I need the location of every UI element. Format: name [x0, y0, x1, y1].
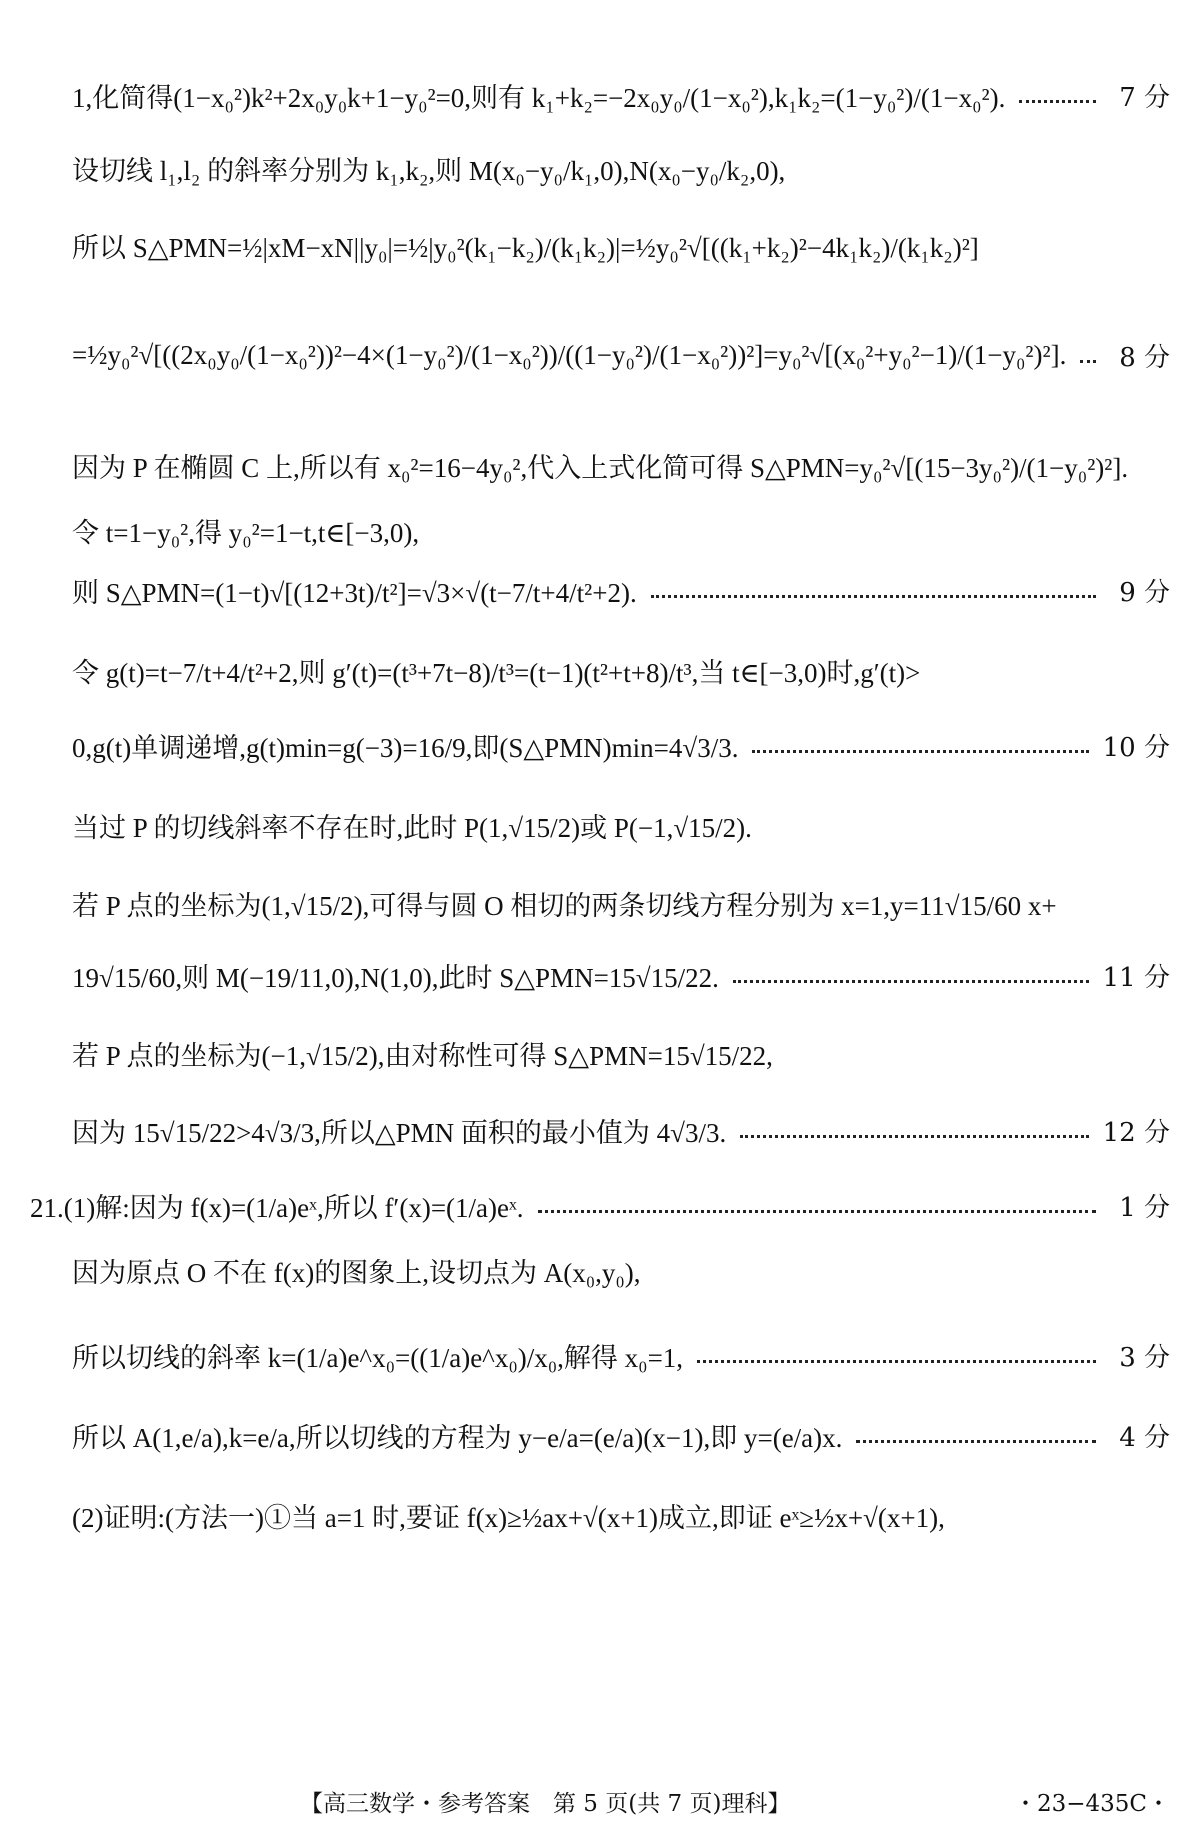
- line-text: 当过 P 的切线斜率不存在时,此时 P(1,√15/2)或 P(−1,√15/2).: [72, 812, 752, 843]
- line-text: 所以切线的斜率 k=(1/a)e^x₀=((1/a)e^x₀)/x₀,解得 x₀=1,: [72, 1342, 684, 1373]
- line-text: 令 g(t)=t−7/t+4/t²+2,则 g′(t)=(t³+7t−8)/t³=(t−1)(t²+t+8)/t³,当 t∈[−3,0)时,g′(t)>: [72, 657, 921, 688]
- line-19: [72, 1480, 1170, 1550]
- line-text: 因为 15√15/22>4√3/3,所以△PMN 面积的最小值为 4√3/3.: [72, 1117, 727, 1148]
- line-text: 因为原点 O 不在 f(x)的图象上,设切点为 A(x₀,y₀),: [72, 1257, 641, 1288]
- line-4: [72, 320, 1170, 390]
- line-text: 若 P 点的坐标为(−1,√15/2),由对称性可得 S△PMN=15√15/22,: [72, 1040, 773, 1071]
- line-text: 因为 P 在椭圆 C 上,所以有 x₀²=16−4y₀²,代入上式化简可得 S△PMN=y₀²√[(15−3y₀²)/(1−y₀²)²].: [72, 452, 1129, 483]
- line-text: 21.(1)解:因为 f(x)=(1/a)eˣ,所以 f′(x)=(1/a)eˣ.: [30, 1192, 524, 1223]
- line-5: [72, 430, 1170, 500]
- score-label: 3 分: [1119, 1342, 1170, 1373]
- leader-dots: [538, 1210, 1096, 1213]
- page-footer: [0, 1783, 1200, 1819]
- line-13: [72, 1018, 1170, 1088]
- leader-dots: [1080, 360, 1096, 363]
- line-text: 令 t=1−y₀²,得 y₀²=1−t,t∈[−3,0),: [72, 517, 420, 548]
- leader-dots: [740, 1135, 1088, 1138]
- line-3: [72, 210, 1170, 280]
- line-10: [72, 790, 1170, 860]
- footer-center: 【高三数学・参考答案 第 5 页(共 7 页)理科】: [300, 1790, 791, 1817]
- line-text: =½y₀²√[((2x₀y₀/(1−x₀²))²−4×(1−y₀²)/(1−x₀²))/((1−y₀²)/(1−x₀²))²]=y₀²√[(x₀²+y₀²−1)/(1−y₀²)²].: [72, 339, 1067, 370]
- score-label: 1 分: [1119, 1192, 1170, 1223]
- score-label: 10 分: [1102, 732, 1170, 763]
- line-text: 19√15/60,则 M(−19/11,0),N(1,0),此时 S△PMN=15√15/22.: [72, 962, 719, 993]
- leader-dots: [1019, 100, 1096, 103]
- footer-right: ・23−435C・: [1013, 1790, 1170, 1817]
- score-label: 7 分: [1119, 82, 1170, 113]
- line-text: 若 P 点的坐标为(1,√15/2),可得与圆 O 相切的两条切线方程分别为 x=1,y=11√15/60 x+: [72, 890, 1057, 921]
- line-text: 1,化简得(1−x₀²)k²+2x₀y₀k+1−y₀²=0,则有 k₁+k₂=−2x₀y₀/(1−x₀²),k₁k₂=(1−y₀²)/(1−x₀²).: [72, 82, 1006, 113]
- line-1: [72, 60, 1170, 130]
- leader-dots: [651, 595, 1096, 598]
- line-9: [72, 710, 1170, 780]
- line-15: [30, 1170, 1170, 1240]
- line-text: 设切线 l₁,l₂ 的斜率分别为 k₁,k₂,则 M(x₀−y₀/k₁,0),N(x₀−y₀/k₂,0),: [72, 155, 786, 186]
- score-label: 9 分: [1119, 577, 1170, 608]
- leader-dots: [856, 1440, 1096, 1443]
- line-text: (2)证明:(方法一)①当 a=1 时,要证 f(x)≥½ax+√(x+1)成立,即证 eˣ≥½x+√(x+1),: [72, 1502, 945, 1533]
- line-18: [72, 1400, 1170, 1470]
- line-16: [72, 1235, 1170, 1305]
- line-14: [72, 1095, 1170, 1165]
- score-label: 4 分: [1119, 1422, 1170, 1453]
- line-text: 所以 S△PMN=½|xM−xN||y₀|=½|y₀²(k₁−k₂)/(k₁k₂)|=½y₀²√[((k₁+k₂)²−4k₁k₂)/(k₁k₂)²]: [72, 232, 979, 263]
- leader-dots: [733, 980, 1089, 983]
- line-11: [72, 868, 1170, 938]
- line-text: 0,g(t)单调递增,g(t)min=g(−3)=16/9,即(S△PMN)min=4√3/3.: [72, 732, 739, 763]
- score-label: 8 分: [1119, 342, 1170, 373]
- line-8: [72, 635, 1170, 705]
- line-17: [72, 1320, 1170, 1390]
- leader-dots: [697, 1360, 1096, 1363]
- score-label: 11 分: [1102, 962, 1170, 993]
- line-12: [72, 940, 1170, 1010]
- line-text: 则 S△PMN=(1−t)√[(12+3t)/t²]=√3×√(t−7/t+4/t²+2).: [72, 577, 637, 608]
- score-label: 12 分: [1102, 1117, 1170, 1148]
- line-7: [72, 555, 1170, 625]
- leader-dots: [752, 750, 1088, 753]
- line-2: [72, 133, 1170, 203]
- line-text: 所以 A(1,e/a),k=e/a,所以切线的方程为 y−e/a=(e/a)(x−1),即 y=(e/a)x.: [72, 1422, 843, 1453]
